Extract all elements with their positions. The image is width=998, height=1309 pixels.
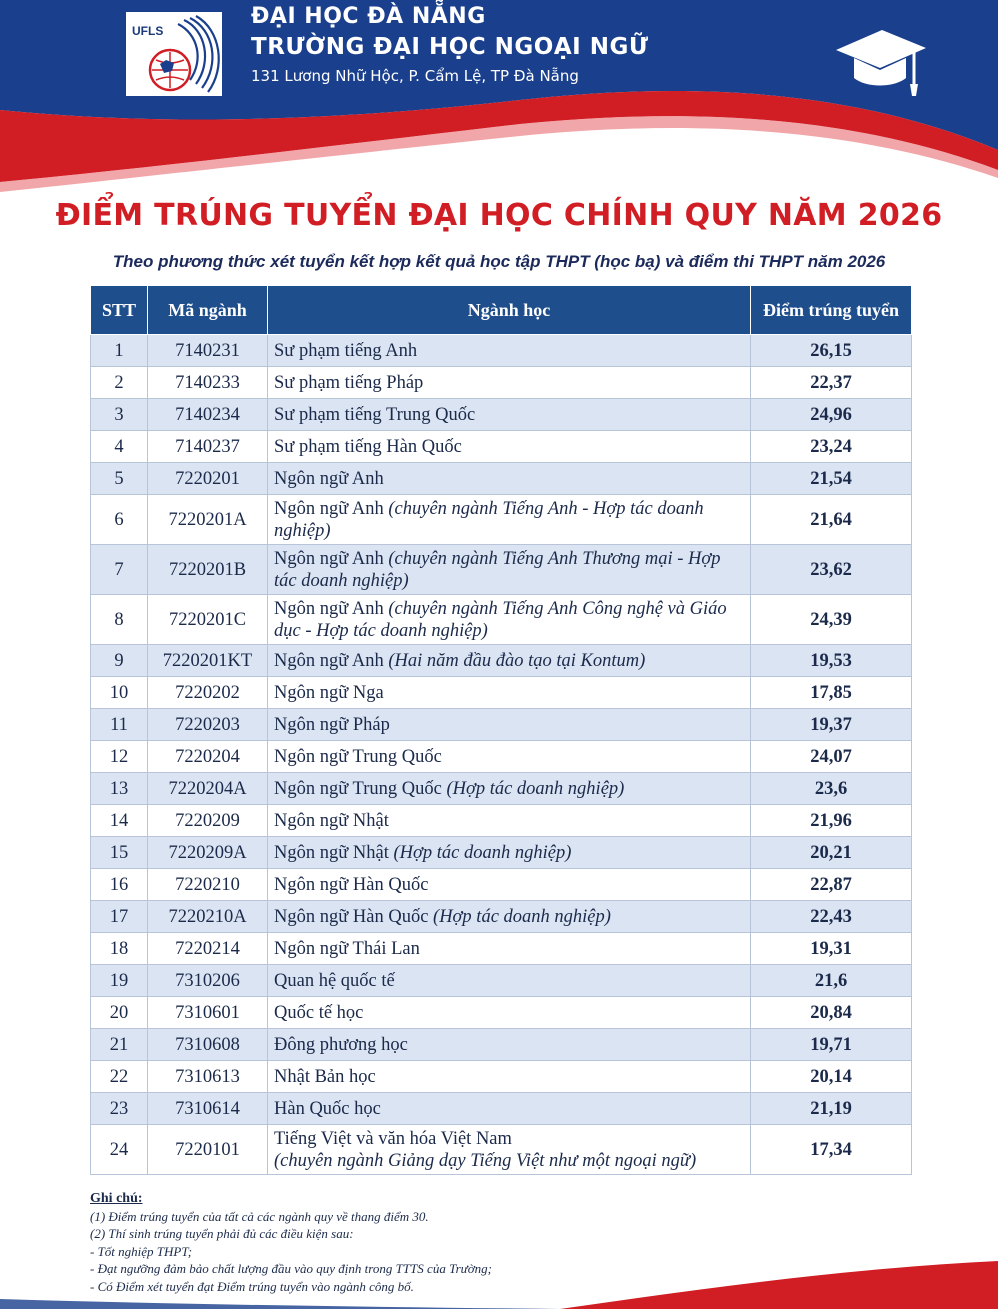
cell-code: 7310206 xyxy=(148,965,268,997)
major-name: Ngôn ngữ Thái Lan xyxy=(274,938,420,959)
cell-score: 20,14 xyxy=(751,1061,912,1093)
cell-code: 7220209 xyxy=(148,805,268,837)
cell-score: 23,6 xyxy=(751,773,912,805)
major-note: (Hợp tác doanh nghiệp) xyxy=(446,778,625,799)
cell-major xyxy=(268,805,751,837)
header-code: Mã ngành xyxy=(148,286,268,335)
major-name: Ngôn ngữ Hàn Quốc xyxy=(274,874,429,895)
cell-stt: 11 xyxy=(91,709,148,741)
cell-score: 23,62 xyxy=(751,545,912,595)
table-row xyxy=(91,997,912,1029)
major-note: (chuyên ngành Giảng dạy Tiếng Việt như một ngoại ngữ) xyxy=(274,1150,697,1171)
cell-score: 19,31 xyxy=(751,933,912,965)
table-row xyxy=(91,399,912,431)
cell-stt: 3 xyxy=(91,399,148,431)
cell-stt: 6 xyxy=(91,495,148,545)
cell-score: 21,96 xyxy=(751,805,912,837)
cell-code: 7220101 xyxy=(148,1125,268,1175)
cell-score: 21,19 xyxy=(751,1093,912,1125)
table-header-row xyxy=(91,286,912,335)
cell-score: 20,21 xyxy=(751,837,912,869)
cell-code: 7140237 xyxy=(148,431,268,463)
graduation-cap-icon xyxy=(832,22,928,100)
table-row xyxy=(91,709,912,741)
table-row xyxy=(91,645,912,677)
cell-score: 17,34 xyxy=(751,1125,912,1175)
cell-code: 7310601 xyxy=(148,997,268,1029)
major-name: Ngôn ngữ Pháp xyxy=(274,714,390,735)
table-row xyxy=(91,595,912,645)
table-row xyxy=(91,677,912,709)
major-name: Sư phạm tiếng Anh xyxy=(274,340,418,361)
cell-major xyxy=(268,1093,751,1125)
cell-stt: 16 xyxy=(91,869,148,901)
cell-code: 7220201 xyxy=(148,463,268,495)
cell-score: 23,24 xyxy=(751,431,912,463)
major-name: Ngôn ngữ Anh xyxy=(274,598,384,619)
major-name: Tiếng Việt và văn hóa Việt Nam xyxy=(274,1128,512,1149)
university-name: ĐẠI HỌC ĐÀ NẴNG xyxy=(251,4,486,29)
cell-stt: 13 xyxy=(91,773,148,805)
note-line: - Có Điểm xét tuyển đạt Điểm trúng tuyển vào ngành công bố. xyxy=(90,1278,414,1294)
major-name: Ngôn ngữ Nhật xyxy=(274,810,389,831)
cell-score: 22,43 xyxy=(751,901,912,933)
table-row xyxy=(91,545,912,595)
page-subtitle: Theo phương thức xét tuyển kết hợp kết quả học tập THPT (học bạ) và điểm thi THPT năm 2026 xyxy=(112,252,886,271)
notes-section xyxy=(90,1190,920,1296)
table-row xyxy=(91,463,912,495)
note-line: - Đạt ngưỡng đảm bảo chất lượng đầu vào quy định trong TTTS của Trường; xyxy=(90,1261,492,1277)
page-title: ĐIỂM TRÚNG TUYỂN ĐẠI HỌC CHÍNH QUY NĂM 2026 xyxy=(55,198,943,233)
cell-code: 7220201KT xyxy=(148,645,268,677)
major-name: Sư phạm tiếng Hàn Quốc xyxy=(274,436,462,457)
major-name: Ngôn ngữ Nga xyxy=(274,682,384,703)
cell-major xyxy=(268,545,751,595)
cell-code: 7220201C xyxy=(148,595,268,645)
admission-scores-table xyxy=(90,285,912,1175)
cell-major xyxy=(268,645,751,677)
cell-code: 7220210A xyxy=(148,901,268,933)
header-major: Ngành học xyxy=(268,286,751,335)
cell-major xyxy=(268,933,751,965)
cell-major xyxy=(268,495,751,545)
cell-code: 7140234 xyxy=(148,399,268,431)
table-row xyxy=(91,1125,912,1175)
cell-code: 7220203 xyxy=(148,709,268,741)
cell-score: 24,96 xyxy=(751,399,912,431)
major-name: Ngôn ngữ Anh xyxy=(274,498,384,519)
major-name: Ngôn ngữ Trung Quốc xyxy=(274,778,442,799)
cell-stt: 18 xyxy=(91,933,148,965)
cell-score: 17,85 xyxy=(751,677,912,709)
table-row xyxy=(91,335,912,367)
major-name: Ngôn ngữ Trung Quốc xyxy=(274,746,442,767)
table-row xyxy=(91,773,912,805)
cell-score: 22,37 xyxy=(751,367,912,399)
cell-major xyxy=(268,965,751,997)
major-name: Ngôn ngữ Anh xyxy=(274,548,384,569)
cell-code: 7220202 xyxy=(148,677,268,709)
cell-major xyxy=(268,431,751,463)
cell-stt: 7 xyxy=(91,545,148,595)
table-row xyxy=(91,837,912,869)
cell-major xyxy=(268,335,751,367)
cell-stt: 1 xyxy=(91,335,148,367)
cell-stt: 5 xyxy=(91,463,148,495)
school-address: 131 Lương Nhữ Hộc, P. Cẩm Lệ, TP Đà Nẵng xyxy=(251,67,579,85)
cell-score: 24,39 xyxy=(751,595,912,645)
cell-major xyxy=(268,901,751,933)
table-row xyxy=(91,741,912,773)
cell-major xyxy=(268,463,751,495)
logo-text: UFLS xyxy=(132,24,164,38)
cell-major xyxy=(268,1029,751,1061)
cell-code: 7220204 xyxy=(148,741,268,773)
cell-score: 26,15 xyxy=(751,335,912,367)
table-row xyxy=(91,495,912,545)
table-row xyxy=(91,869,912,901)
major-note: (Hai năm đầu đào tạo tại Kontum) xyxy=(388,650,646,671)
table-row xyxy=(91,805,912,837)
cell-major xyxy=(268,773,751,805)
cell-major xyxy=(268,595,751,645)
cell-stt: 24 xyxy=(91,1125,148,1175)
table-row xyxy=(91,901,912,933)
major-name: Ngôn ngữ Anh xyxy=(274,650,384,671)
note-line: (1) Điểm trúng tuyển của tất cả các ngành quy về thang điểm 30. xyxy=(90,1208,429,1224)
table-row xyxy=(91,965,912,997)
cell-major xyxy=(268,709,751,741)
cell-code: 7310614 xyxy=(148,1093,268,1125)
cell-stt: 14 xyxy=(91,805,148,837)
cell-score: 21,64 xyxy=(751,495,912,545)
table-row xyxy=(91,367,912,399)
cell-stt: 15 xyxy=(91,837,148,869)
cell-score: 19,53 xyxy=(751,645,912,677)
cell-stt: 21 xyxy=(91,1029,148,1061)
cell-stt: 2 xyxy=(91,367,148,399)
cell-code: 7310613 xyxy=(148,1061,268,1093)
cell-score: 19,37 xyxy=(751,709,912,741)
school-name: TRƯỜNG ĐẠI HỌC NGOẠI NGỮ xyxy=(251,34,649,60)
major-name: Hàn Quốc học xyxy=(274,1098,381,1119)
cell-stt: 12 xyxy=(91,741,148,773)
cell-score: 21,6 xyxy=(751,965,912,997)
cell-stt: 9 xyxy=(91,645,148,677)
cell-score: 19,71 xyxy=(751,1029,912,1061)
cell-code: 7310608 xyxy=(148,1029,268,1061)
major-note: (chuyên ngành Tiếng Anh Công nghệ và Giáo dục - Hợp tác doanh nghiệp) xyxy=(274,598,727,641)
table-body xyxy=(91,335,912,1175)
cell-score: 24,07 xyxy=(751,741,912,773)
cell-stt: 23 xyxy=(91,1093,148,1125)
major-name: Quan hệ quốc tế xyxy=(274,970,395,991)
table-row xyxy=(91,1093,912,1125)
cell-code: 7220209A xyxy=(148,837,268,869)
cell-stt: 8 xyxy=(91,595,148,645)
cell-major xyxy=(268,741,751,773)
cell-code: 7220201A xyxy=(148,495,268,545)
cell-stt: 22 xyxy=(91,1061,148,1093)
cell-major xyxy=(268,1061,751,1093)
major-note: (chuyên ngành Tiếng Anh Thương mại - Hợp tác doanh nghiệp) xyxy=(274,548,721,591)
major-name: Đông phương học xyxy=(274,1034,408,1055)
cell-major xyxy=(268,997,751,1029)
cell-code: 7140233 xyxy=(148,367,268,399)
cell-major xyxy=(268,367,751,399)
cell-major xyxy=(268,1125,751,1175)
table-row xyxy=(91,1029,912,1061)
cell-stt: 20 xyxy=(91,997,148,1029)
cell-score: 21,54 xyxy=(751,463,912,495)
cell-score: 22,87 xyxy=(751,869,912,901)
major-name: Ngôn ngữ Nhật xyxy=(274,842,389,863)
cell-major xyxy=(268,677,751,709)
major-name: Sư phạm tiếng Trung Quốc xyxy=(274,404,476,425)
note-line: (2) Thí sinh trúng tuyển phải đủ các điều kiện sau: xyxy=(90,1226,354,1242)
note-line: - Tốt nghiệp THPT; xyxy=(90,1243,193,1259)
cell-stt: 17 xyxy=(91,901,148,933)
header-score: Điểm trúng tuyển xyxy=(751,286,912,335)
major-name: Sư phạm tiếng Pháp xyxy=(274,372,424,393)
table-row xyxy=(91,431,912,463)
cell-major xyxy=(268,837,751,869)
major-note: (Hợp tác doanh nghiệp) xyxy=(433,906,611,927)
cell-stt: 10 xyxy=(91,677,148,709)
cell-code: 7220214 xyxy=(148,933,268,965)
cell-stt: 4 xyxy=(91,431,148,463)
major-name: Nhật Bản học xyxy=(274,1066,376,1087)
major-note: (chuyên ngành Tiếng Anh - Hợp tác doanh nghiệp) xyxy=(274,498,704,541)
cell-code: 7140231 xyxy=(148,335,268,367)
cell-code: 7220204A xyxy=(148,773,268,805)
cell-major xyxy=(268,399,751,431)
cell-major xyxy=(268,869,751,901)
header-stt: STT xyxy=(91,286,148,335)
major-name: Quốc tế học xyxy=(274,1002,364,1023)
notes-title: Ghi chú: xyxy=(90,1191,143,1206)
table-row xyxy=(91,1061,912,1093)
cell-stt: 19 xyxy=(91,965,148,997)
major-name: Ngôn ngữ Anh xyxy=(274,468,384,489)
cell-code: 7220210 xyxy=(148,869,268,901)
major-name: Ngôn ngữ Hàn Quốc xyxy=(274,906,429,927)
cell-score: 20,84 xyxy=(751,997,912,1029)
cell-code: 7220201B xyxy=(148,545,268,595)
university-logo xyxy=(126,12,222,96)
major-note: (Hợp tác doanh nghiệp) xyxy=(393,842,572,863)
table-row xyxy=(91,933,912,965)
